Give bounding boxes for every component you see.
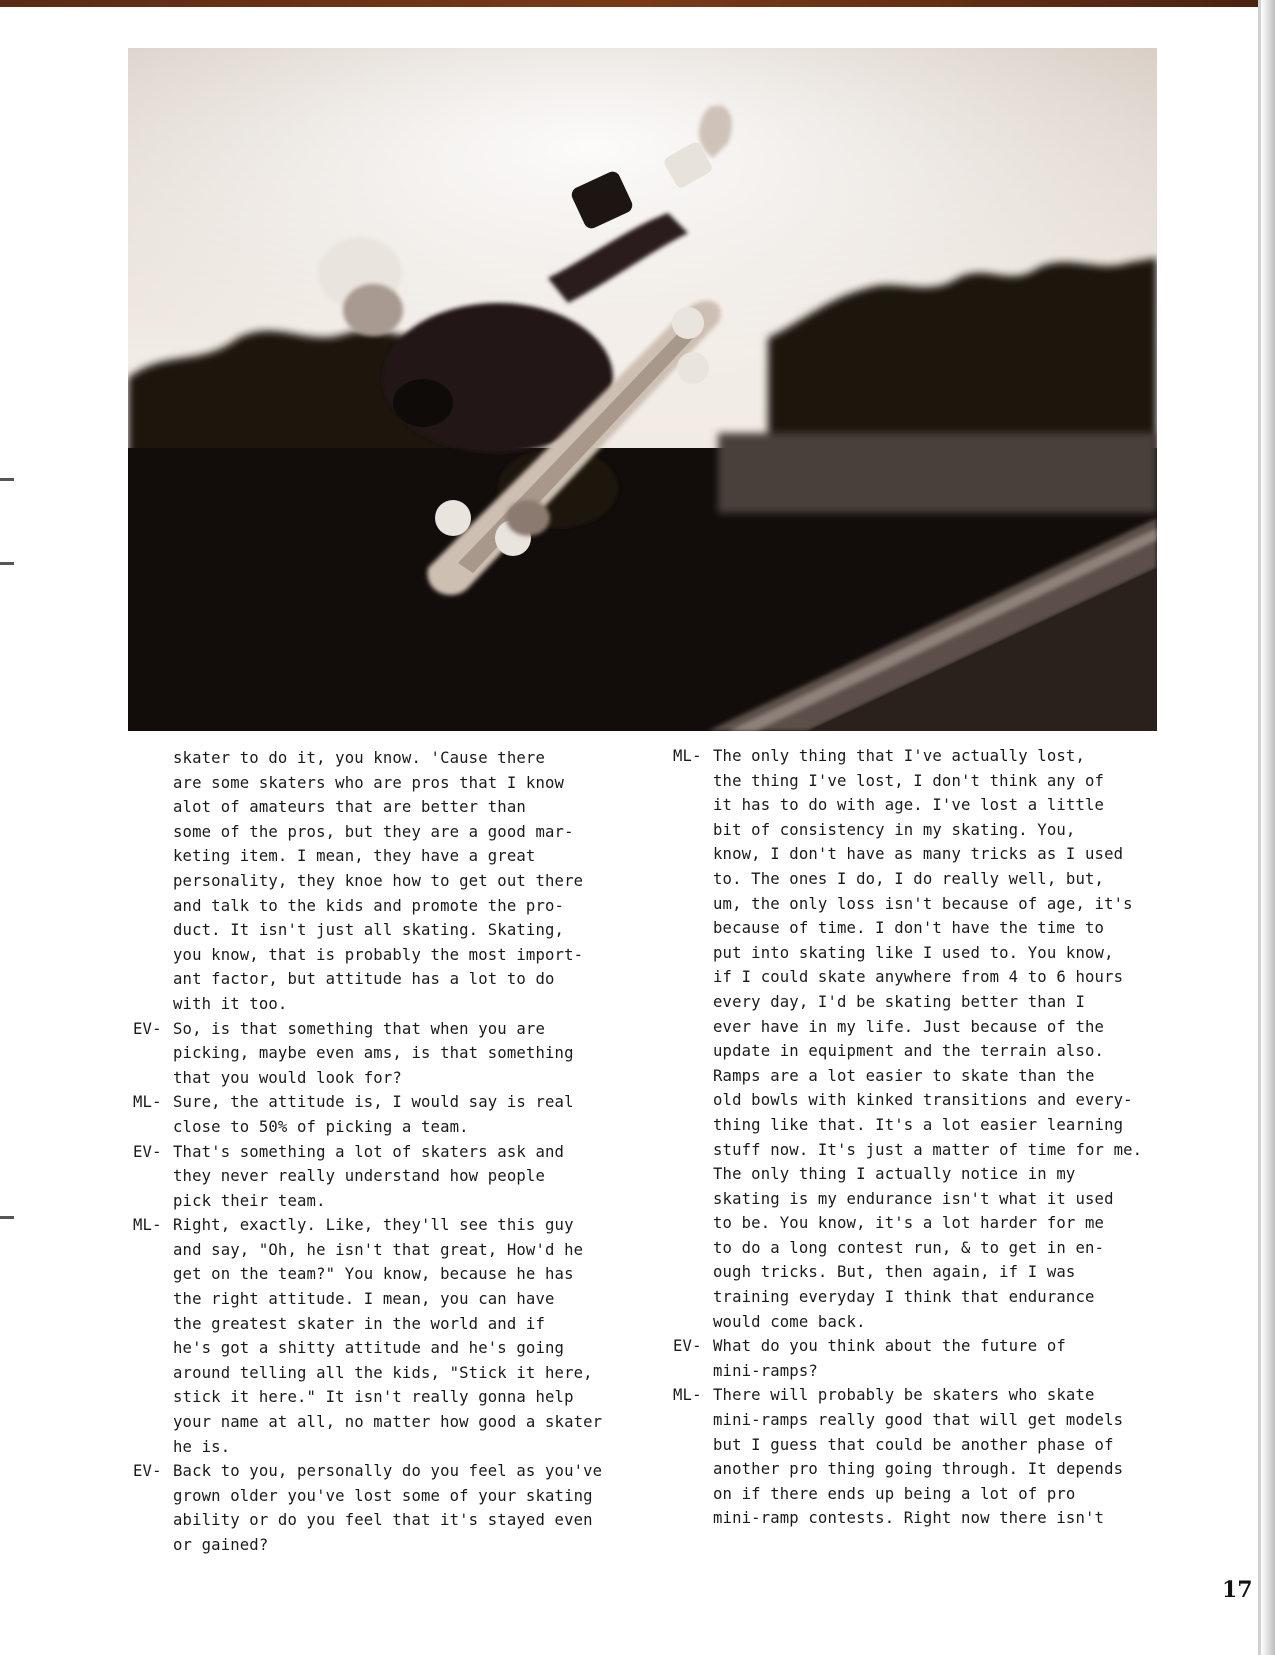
interview-paragraph bbox=[133, 1459, 613, 1557]
speaker-label: ML- bbox=[133, 1216, 162, 1235]
speaker-label: EV- bbox=[133, 1142, 162, 1161]
interview-paragraph bbox=[133, 1213, 613, 1459]
paragraph-text: There will probably be skaters who skate mini-ramps really good that will get models but I guess that could be another phase of another pro thing going through. It depends on if there ends up being a lot of pro mini-ramp contests. Right now there isn't bbox=[713, 1386, 1124, 1528]
interview-paragraph bbox=[673, 744, 1193, 1334]
page-number: 17 bbox=[1222, 1577, 1253, 1603]
left-edge-mark bbox=[0, 1216, 14, 1219]
paragraph-text: What do you think about the future of mini-ramps? bbox=[713, 1337, 1066, 1380]
speaker-label: ML- bbox=[133, 1093, 162, 1112]
speaker-label: ML- bbox=[673, 1386, 702, 1405]
paragraph-text: Right, exactly. Like, they'll see this guy and say, "Oh, he isn't that great, How'd he get on the team?" You know, because he has the right attitude. I mean, you can have the greatest skater in the world and if he's got a shitty attitude and he's going around telling all the kids, "Stick it here, stick it here." It isn't really gonna help your name at all, no matter how good a skater he is. bbox=[173, 1216, 603, 1456]
interview-paragraph bbox=[673, 1334, 1193, 1383]
speaker-label: EV- bbox=[133, 1462, 162, 1481]
interview-paragraph bbox=[133, 1140, 613, 1214]
paragraph-text: Back to you, personally do you feel as you've grown older you've lost some of your skating ability or do you feel that it's stayed even or gained? bbox=[173, 1462, 603, 1554]
paragraph-text: That's something a lot of skaters ask and they never really understand how people pick their team. bbox=[173, 1142, 565, 1210]
speaker-label: EV- bbox=[673, 1337, 702, 1356]
speaker-label: EV- bbox=[133, 1019, 162, 1038]
interview-paragraph bbox=[133, 1017, 613, 1091]
paragraph-text: The only thing that I've actually lost, the thing I've lost, I don't think any of it has to do with age. I've lost a little bit of consistency in my skating. You, know, I don't have as many tricks as I used to. The ones I do, I do really well, but, um, the only loss isn't because of age, it's because of time. I don't have the time to put into skating like I used to. You know, if I could skate anywhere from 4 to 6 hours every day, I'd be skating better than I ever have in my life. Just because of the update in equipment and the terrain also. Ramps are a lot easier to skate than the old bowls with kinked transitions and every- thing like that. It's a lot easier learning stuff now. It's just a matter of time for me. The only thing I actually notice in my skating is my endurance isn't what it used to be. You know, it's a lot harder for me to do a long contest run, & to get in en- ough tricks. But, then again, if I was training everyday I think that endurance would come back. bbox=[713, 747, 1143, 1331]
top-edge-bar bbox=[0, 0, 1275, 7]
left-text-column bbox=[133, 746, 613, 1558]
skateboard-photo bbox=[128, 48, 1157, 731]
paragraph-text: Sure, the attitude is, I would say is real close to 50% of picking a team. bbox=[173, 1093, 574, 1136]
interview-paragraph bbox=[133, 1090, 613, 1139]
right-page-edge bbox=[1261, 0, 1275, 1655]
paragraph-text: So, is that something that when you are picking, maybe even ams, is that something that you would look for? bbox=[173, 1019, 574, 1087]
interview-paragraph: skater to do it, you know. 'Cause there are some skaters who are pros that I know alot of amateurs that are better than some of the pros, but they are a good mar- keting item. I mean, they have a great personality, they knoe how to get out there and talk to the kids and promote the pro- duct. It isn't just all skating. Skating, you know, that is probably the most import- ant factor, but attitude has a lot to do with it too. bbox=[173, 749, 584, 1013]
left-edge-mark bbox=[0, 478, 14, 481]
interview-paragraph bbox=[673, 1383, 1193, 1531]
speaker-label: ML- bbox=[673, 747, 702, 765]
right-text-column bbox=[673, 744, 1193, 1531]
left-edge-mark bbox=[0, 562, 14, 565]
skateboard-photo-illustration bbox=[128, 48, 1157, 731]
